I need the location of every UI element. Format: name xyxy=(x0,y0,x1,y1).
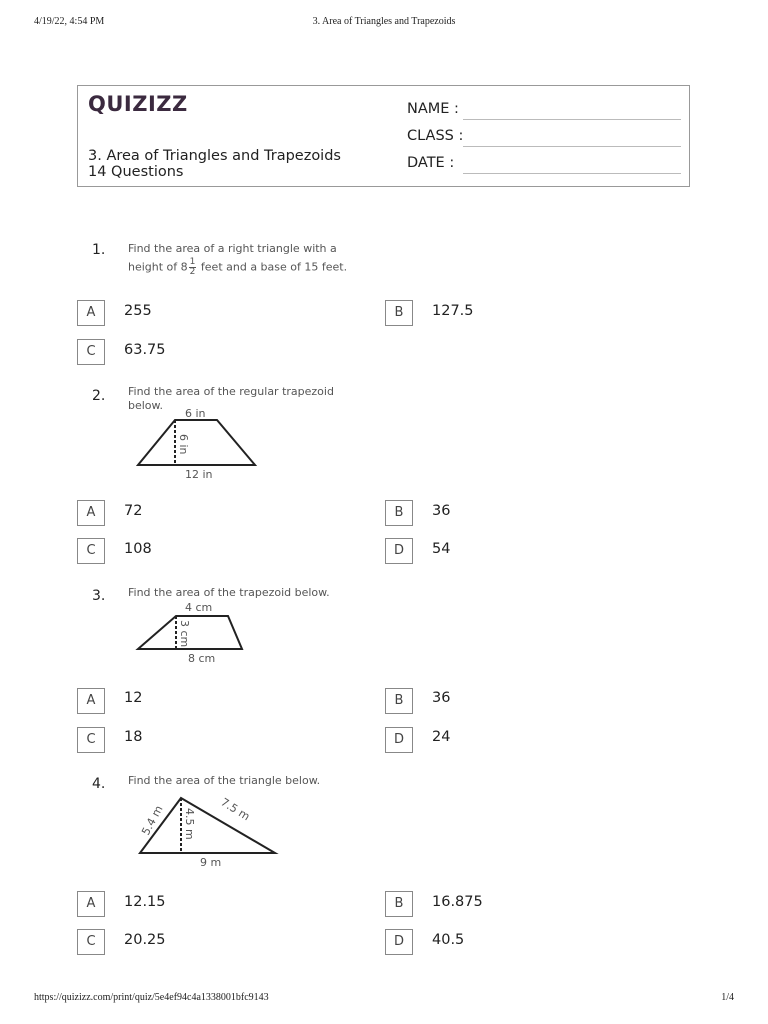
option-d-text[interactable]: 24 xyxy=(432,729,451,745)
option-a-letter[interactable]: A xyxy=(77,300,105,326)
fraction-denominator: 2 xyxy=(189,267,196,277)
option-d-letter[interactable]: D xyxy=(385,538,413,564)
date-label: DATE : xyxy=(407,155,455,171)
trapezoid-shape xyxy=(138,420,255,465)
option-a-text[interactable]: 12.15 xyxy=(124,894,166,910)
option-d-letter[interactable]: D xyxy=(385,727,413,753)
option-b-letter[interactable]: B xyxy=(385,891,413,917)
option-b-letter[interactable]: B xyxy=(385,500,413,526)
bottom-base-label: 12 in xyxy=(185,468,213,481)
option-c-text[interactable]: 108 xyxy=(124,541,152,557)
question-text-line: below. xyxy=(128,399,164,412)
option-b-letter[interactable]: B xyxy=(385,688,413,714)
class-field[interactable] xyxy=(463,146,681,147)
option-d-text[interactable]: 54 xyxy=(432,541,451,557)
option-c-letter[interactable]: C xyxy=(77,339,105,365)
option-b-text[interactable]: 36 xyxy=(432,503,451,519)
quizizz-logo: QUIZIZZ xyxy=(88,92,188,116)
name-label: NAME : xyxy=(407,101,459,117)
class-label: CLASS : xyxy=(407,128,464,144)
option-c-letter[interactable]: C xyxy=(77,727,105,753)
question-number: 1. xyxy=(92,242,106,258)
option-d-letter[interactable]: D xyxy=(385,929,413,955)
print-title: 3. Area of Triangles and Trapezoids xyxy=(312,16,456,27)
trapezoid-figure xyxy=(130,404,340,484)
option-b-text[interactable]: 16.875 xyxy=(432,894,483,910)
question-count: 14 Questions xyxy=(88,164,184,180)
option-c-text[interactable]: 20.25 xyxy=(124,932,166,948)
date-field[interactable] xyxy=(463,173,681,174)
print-url: https://quizizz.com/print/quiz/5e4ef94c4a1338001bfc9143 xyxy=(34,992,269,1003)
height-label: 4.5 m xyxy=(183,808,196,840)
fraction-numerator: 1 xyxy=(189,257,196,267)
question-number: 4. xyxy=(92,776,106,792)
option-c-text[interactable]: 18 xyxy=(124,729,143,745)
triangle-shape xyxy=(140,795,275,853)
name-field[interactable] xyxy=(463,119,681,120)
question-number: 2. xyxy=(92,388,106,404)
option-c-text[interactable]: 63.75 xyxy=(124,342,166,358)
bottom-base-label: 8 cm xyxy=(188,652,216,665)
question-text xyxy=(128,240,347,277)
quiz-title: 3. Area of Triangles and Trapezoids xyxy=(88,148,341,164)
question-text-line: Find the area of the regular trapezoid xyxy=(128,385,334,398)
option-b-text[interactable]: 36 xyxy=(432,690,451,706)
question-text: Find the area of the triangle below. xyxy=(128,774,321,787)
height-label: 3 cm xyxy=(178,620,191,648)
question-text-segment: height of 8 xyxy=(128,260,188,274)
question-text-line xyxy=(128,258,347,277)
page-number: 1/4 xyxy=(721,992,734,1003)
right-side-label: 7.5 m xyxy=(218,795,253,824)
option-b-text[interactable]: 127.5 xyxy=(432,303,474,319)
top-base-label: 6 in xyxy=(185,407,206,420)
option-a-letter[interactable]: A xyxy=(77,688,105,714)
question-text-segment: feet and a base of 15 feet. xyxy=(200,260,348,274)
option-a-text[interactable]: 72 xyxy=(124,503,143,519)
question-text: Find the area of the trapezoid below. xyxy=(128,586,330,599)
option-a-text[interactable]: 12 xyxy=(124,690,143,706)
top-base-label: 4 cm xyxy=(185,601,213,614)
option-b-letter[interactable]: B xyxy=(385,300,413,326)
left-side-label: 5.4 m xyxy=(139,803,166,838)
option-a-letter[interactable]: A xyxy=(77,500,105,526)
base-label: 9 m xyxy=(200,856,222,869)
option-c-letter[interactable]: C xyxy=(77,929,105,955)
quiz-header-box xyxy=(77,85,690,187)
height-label: 6 in xyxy=(177,434,190,455)
print-datetime: 4/19/22, 4:54 PM xyxy=(34,16,105,27)
fraction xyxy=(189,258,197,277)
option-a-letter[interactable]: A xyxy=(77,891,105,917)
option-a-text[interactable]: 255 xyxy=(124,303,152,319)
option-d-text[interactable]: 40.5 xyxy=(432,932,465,948)
question-number: 3. xyxy=(92,588,106,604)
option-c-letter[interactable]: C xyxy=(77,538,105,564)
triangle-figure xyxy=(130,790,290,870)
question-text-line: Find the area of a right triangle with a xyxy=(128,242,337,255)
trapezoid-figure xyxy=(130,600,340,670)
